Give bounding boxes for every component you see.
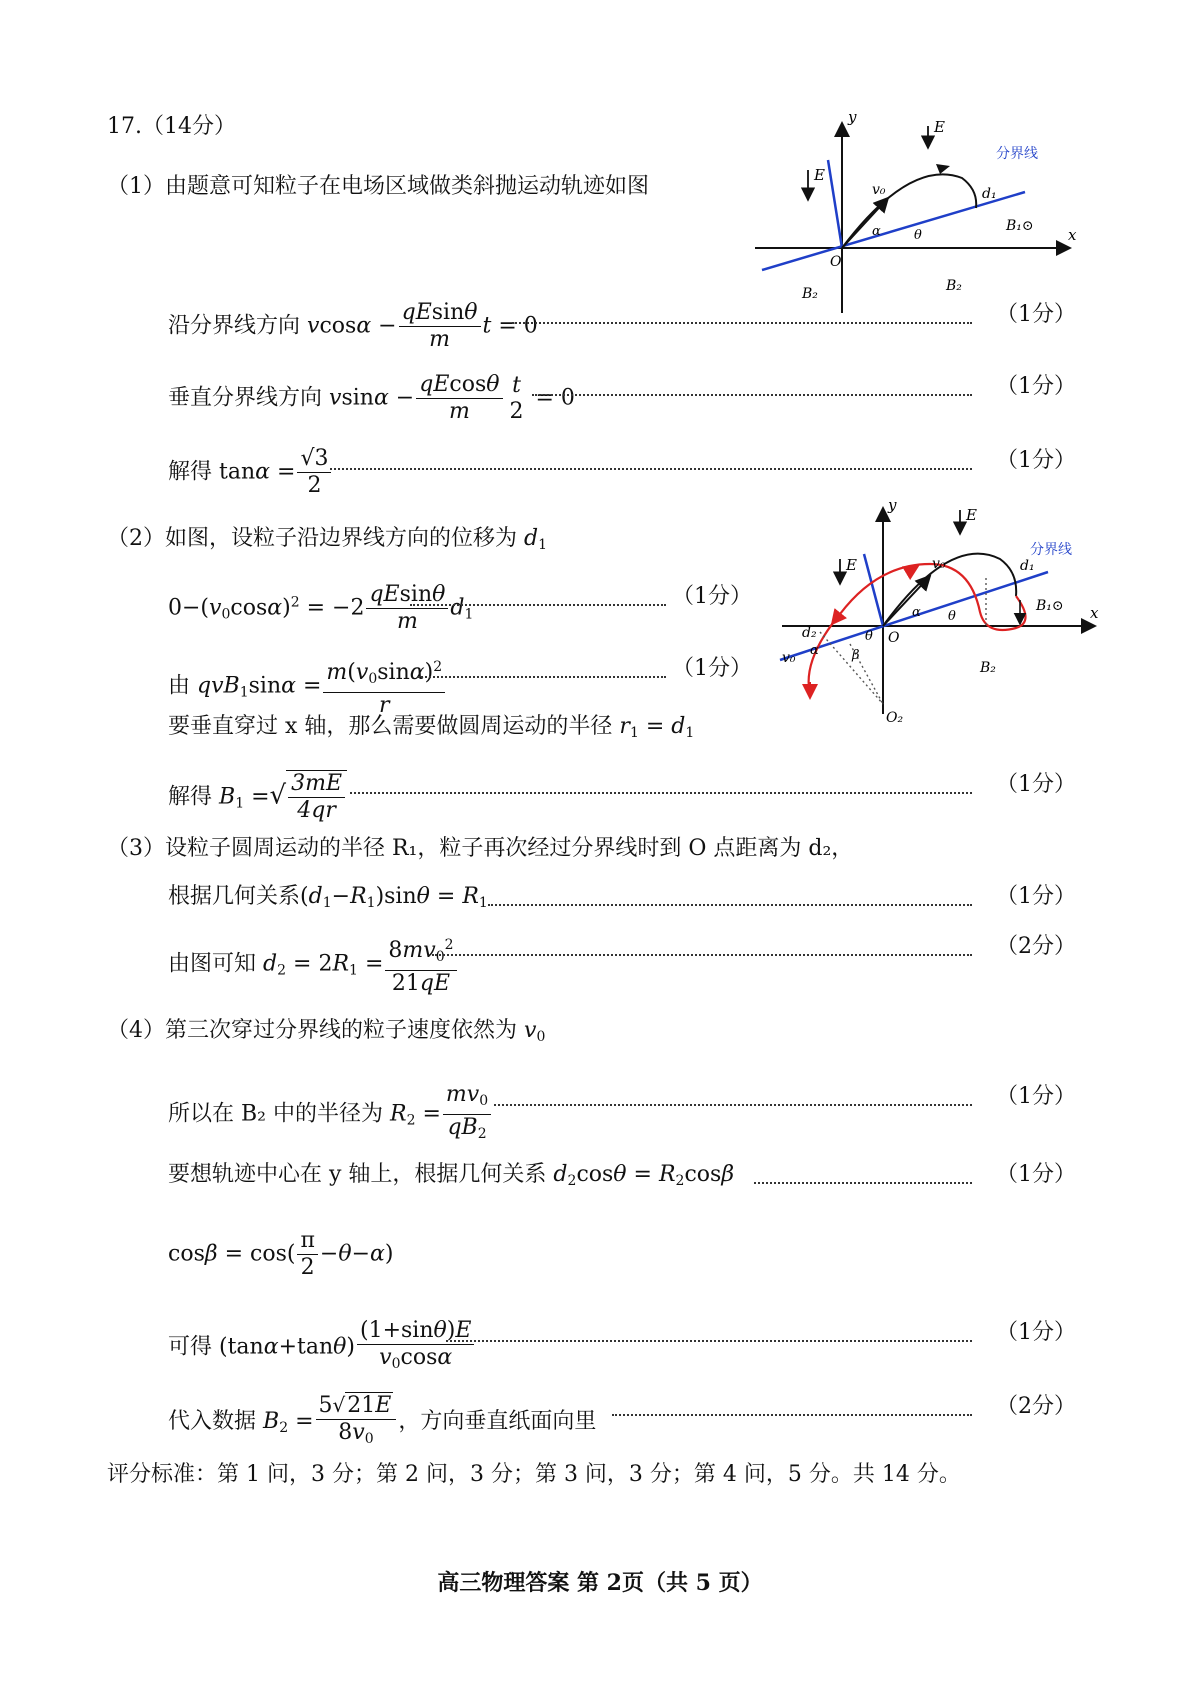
x-label: x — [1068, 226, 1077, 244]
trajectory-diagram-2 — [780, 496, 1100, 734]
page-footer: 高三物理答案 第 2页（共 5 页） — [437, 1570, 763, 1596]
part3-points-1: （1分） — [996, 884, 1076, 909]
field-boundary-left — [828, 160, 842, 248]
alpha-label: α — [872, 224, 881, 239]
b2-label: B₂ — [980, 660, 996, 676]
part2-requirement: 要垂直穿过 x 轴，那么需要做圆周运动的半径 $r_1 = d_1$ — [168, 714, 695, 741]
red-arrow-left — [832, 614, 840, 624]
part2-points-2: （1分） — [672, 656, 752, 681]
part2-eq4: 解得 $B_1$ =√ $\frac{3mE}{4qr}$ — [168, 770, 347, 824]
part3-points-2: （2分） — [996, 934, 1076, 959]
trajectory-diagram-1 — [750, 108, 1090, 318]
origin-label: O — [830, 254, 842, 270]
beta-label: β — [852, 648, 860, 663]
part1-eq3: 解得 tanα = $\frac{√3}{2}$ — [168, 446, 333, 499]
part4-points-3: （1分） — [996, 1320, 1076, 1345]
theta-label: θ — [914, 228, 922, 243]
e-label-left: E — [814, 166, 825, 184]
boundary-line — [762, 192, 1025, 270]
v0-label: v₀ — [872, 182, 886, 198]
b1-label: B₁⊙ — [1006, 218, 1034, 234]
d2-label: d₂ — [802, 625, 817, 641]
origin-label: O — [888, 630, 900, 646]
e-label-top: E — [966, 506, 977, 524]
boundary-label: 分界线 — [1030, 542, 1072, 558]
part4-points-4: （2分） — [996, 1394, 1076, 1419]
part2-points-3: （1分） — [996, 772, 1076, 797]
part1-intro: （1）由题意可知粒子在电场区域做类斜抛运动轨迹如图 — [107, 174, 649, 199]
y-label: y — [888, 496, 897, 514]
part4-intro: （4）第三次穿过分界线的粒子速度依然为 $v_0$ — [107, 1018, 546, 1045]
part3-eq2: 由图可知 $d_2 = 2R_1$ = $\frac{8mv_0^2}{21qE}$ — [168, 932, 459, 997]
v0-label: v₀ — [932, 556, 946, 572]
b2-right-label: B₂ — [946, 278, 962, 294]
e-label-left: E — [846, 556, 857, 574]
boundary-label: 分界线 — [996, 146, 1038, 162]
e-label-top: E — [934, 118, 945, 136]
part4-eq1: 所以在 B₂ 中的半径为 $R_2$ = $\frac{mv_0}{qB_2}$ — [168, 1082, 493, 1147]
part1-points-1: （1分） — [996, 302, 1076, 327]
d1-label: d₁ — [1020, 558, 1035, 574]
part4-points-2: （1分） — [996, 1162, 1076, 1187]
part2-eq1: $0-(v_0\cos\alpha)^2 = -2$ $\frac{qEsin\theta}{m}$ $d_1$ — [168, 582, 474, 634]
b2-left-label: B₂ — [802, 286, 818, 302]
b1-label: B₁⊙ — [1036, 598, 1064, 614]
field-boundary-left — [864, 554, 883, 626]
x-label: x — [1090, 604, 1099, 622]
y-label: y — [848, 108, 857, 126]
theta-label: θ — [948, 609, 956, 624]
part4-eq5: 代入数据 $B_2$ = $\frac{5√21E}{8v_0}$ ，方向垂直纸面向里 — [168, 1393, 597, 1447]
o2-label: O₂ — [886, 710, 904, 726]
part4-eq3: cosβ = cos( $\frac{\pi}{2}$ −θ−α) — [168, 1228, 394, 1280]
part4-points-1: （1分） — [996, 1084, 1076, 1109]
part3-intro: （3）设粒子圆周运动的半径 R₁，粒子再次经过分界线时到 O 点距离为 d₂， — [107, 836, 854, 861]
trajectory-arrowhead — [936, 164, 950, 174]
part3-eq1: 根据几何关系$(d_1-R_1)\sin\theta = R_1$ — [168, 884, 488, 911]
part2-points-1: （1分） — [672, 584, 752, 609]
part2-intro: （2）如图，设粒子沿边界线方向的位移为 $d_1$ — [107, 526, 548, 553]
grading-criteria: 评分标准：第 1 问，3 分；第 2 问，3 分；第 3 问，3 分；第 4 问，5 分。共 14 分。 — [107, 1462, 961, 1487]
part4-eq4: 可得 (tanα+tanθ) $\frac{(1+\sin\theta)E}{v_0\cos\alpha}$ — [168, 1318, 476, 1377]
part2-eq2: 由 qvB$_1$sinα = $\frac{m(v_0\sin\alpha)^2}{r}$ — [168, 654, 447, 719]
part1-points-2: （1分） — [996, 374, 1076, 399]
part1-eq1: 沿分界线方向 vcosα − $\frac{qEsin\theta}{m}$ t = 0 — [168, 300, 538, 352]
alpha-label: α — [912, 605, 921, 620]
part1-eq2: 垂直分界线方向 vsinα − $\frac{qEcos\theta}{m}$ t 2 = 0 — [168, 372, 575, 424]
problem-header: 17.（14分） — [107, 114, 236, 139]
alpha-left-label: α — [810, 643, 819, 658]
part1-points-3: （1分） — [996, 448, 1076, 473]
v0-left-label: v₀ — [782, 650, 796, 666]
d1-label: d₁ — [982, 186, 997, 202]
part4-eq2: 要想轨迹中心在 y 轴上，根据几何关系 $d_2\cos\theta = R_2\cos\beta$ — [168, 1162, 735, 1189]
theta-left-label: θ — [865, 629, 873, 644]
